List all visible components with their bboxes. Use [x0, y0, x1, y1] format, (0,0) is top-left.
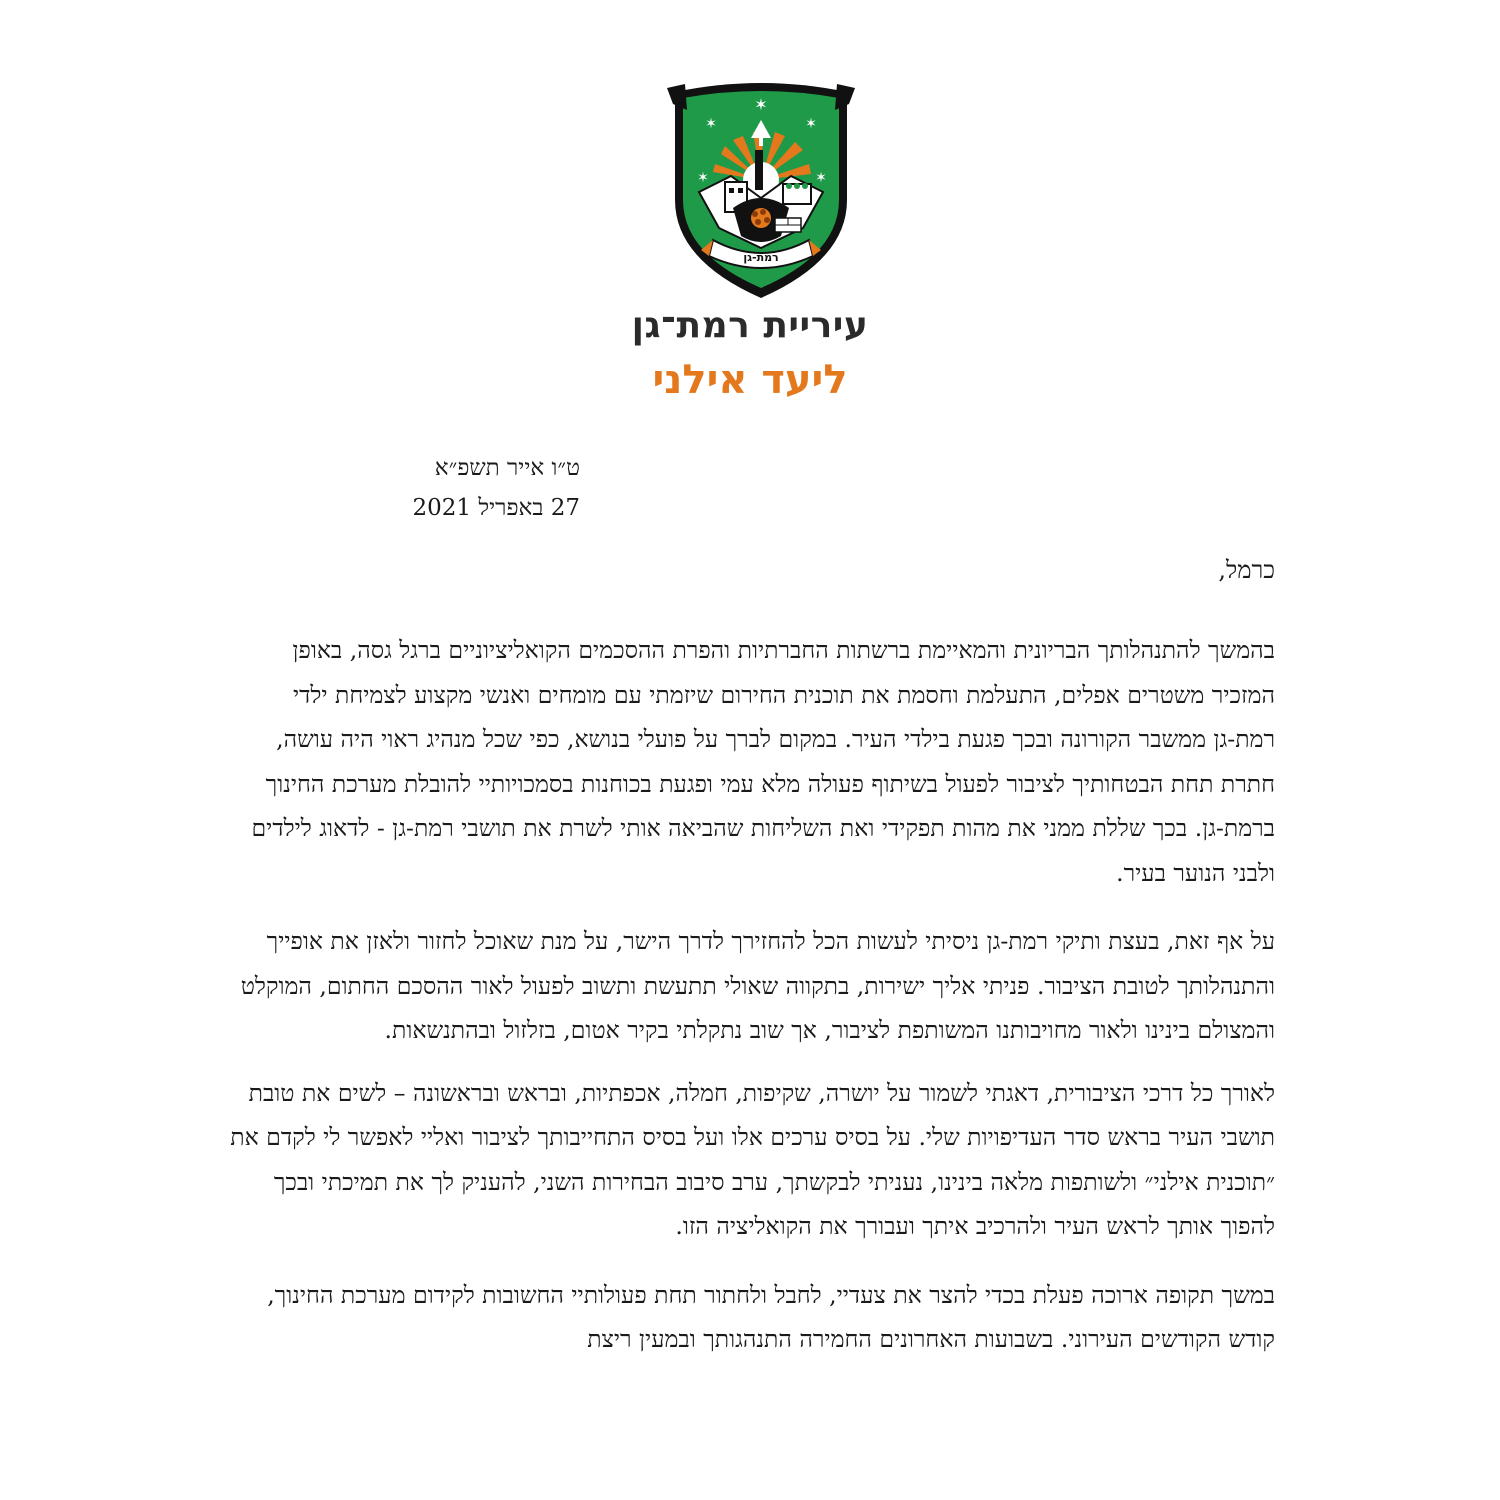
paragraph: במשך תקופה ארוכה פעלת בכדי להצר את צעדיי, לחבל ולחתור תחת פעולותיי החשובות לקידום מערכת החינוך, קודש הקודשים העירוני. בשבועות האחרונים החמירה התנהגותך ובמעין ריצת: [267, 1280, 1275, 1353]
paragraph: בהמשך להתנהלותך הבריונית והמאיימת ברשתות החברתיות והפרת ההסכמים הקואליציוניים ברגל גסה, באופן המזכיר משטרים אפלים, התעלמת וחסמת את תוכנית החירום שיזמתי עם מומחים ואנשי מקצוע לצמיחת ילדי רמת-גן ממשבר הקורונה ובכך פגעת בילדי העיר. במקום לברך על פועלי בנושא, כפי שכל מנהיג ראוי היה עושה, חתרת תחת הבטחותיך לציבור לפעול בשיתוף פעולה מלא עמי ופגעת בכוחנות בסמכויותיי להובלת מערכת החינוך ברמת-גן. בכך שללת ממני את מהות תפקידי ואת השליחות שהביאה אותי לשרת את תושבי רמת-גן - לדאוג לילדים ולבני הנוער בעיר.: [251, 636, 1275, 887]
svg-text:✶: ✶: [754, 95, 768, 114]
hebrew-date: ט״ו אייר תשפ״א: [434, 455, 580, 481]
paragraph: על אף זאת, בעצת ותיקי רמת-גן ניסיתי לעשות הכל להחזירך לדרך הישר, על מנת שאוכל לחזור ולאזן את אופייך והתנהלותך לטובת הציבור. פניתי אליך ישירות, בתקווה שאולי תתעשת ותשוב לפעול לאור ההסכם החתום, המוקלט והמצולם בינינו ולאור מחויבותנו המשותפת לציבור, אך שוב נתקלתי בקיר אטום, בזלזול ובהתנשאות.: [240, 927, 1275, 1044]
gregorian-date: 27 באפריל 2021: [412, 495, 580, 521]
ramat-gan-emblem-icon: [663, 80, 859, 302]
municipality-name: עיריית רמת־גן: [631, 305, 869, 346]
svg-text:✶: ✶: [815, 170, 827, 186]
svg-text:✶: ✶: [697, 170, 709, 186]
signer-name: ליעד אילני: [652, 357, 848, 403]
letter-body: [225, 628, 1275, 1386]
emblem-caption: רמת-גן: [743, 251, 779, 264]
svg-text:✶: ✶: [805, 116, 817, 132]
svg-text:✶: ✶: [705, 116, 717, 132]
paragraph: לאורך כל דרכי הציבורית, דאגתי לשמור על יושרה, שקיפות, חמלה, אכפתיות, ובראש ובראשונה – לשים את טובת תושבי העיר בראש סדר העדיפויות שלי. על בסיס ערכים אלו ועל בסיס התחייבותך לציבור ואליי לאפשר לי לקדם את ״תוכנית אילני״ ולשותפות מלאה בינינו, נעניתי לבקשתך, ערב סיבוב הבחירות השני, להעניק לך את תמיכתי ובכך להפוך אותך לראש העיר ולהרכיב איתך ועבורך את הקואליציה הזו.: [230, 1078, 1275, 1240]
date-block: [380, 448, 580, 528]
greeting: כרמל,: [1218, 556, 1275, 584]
